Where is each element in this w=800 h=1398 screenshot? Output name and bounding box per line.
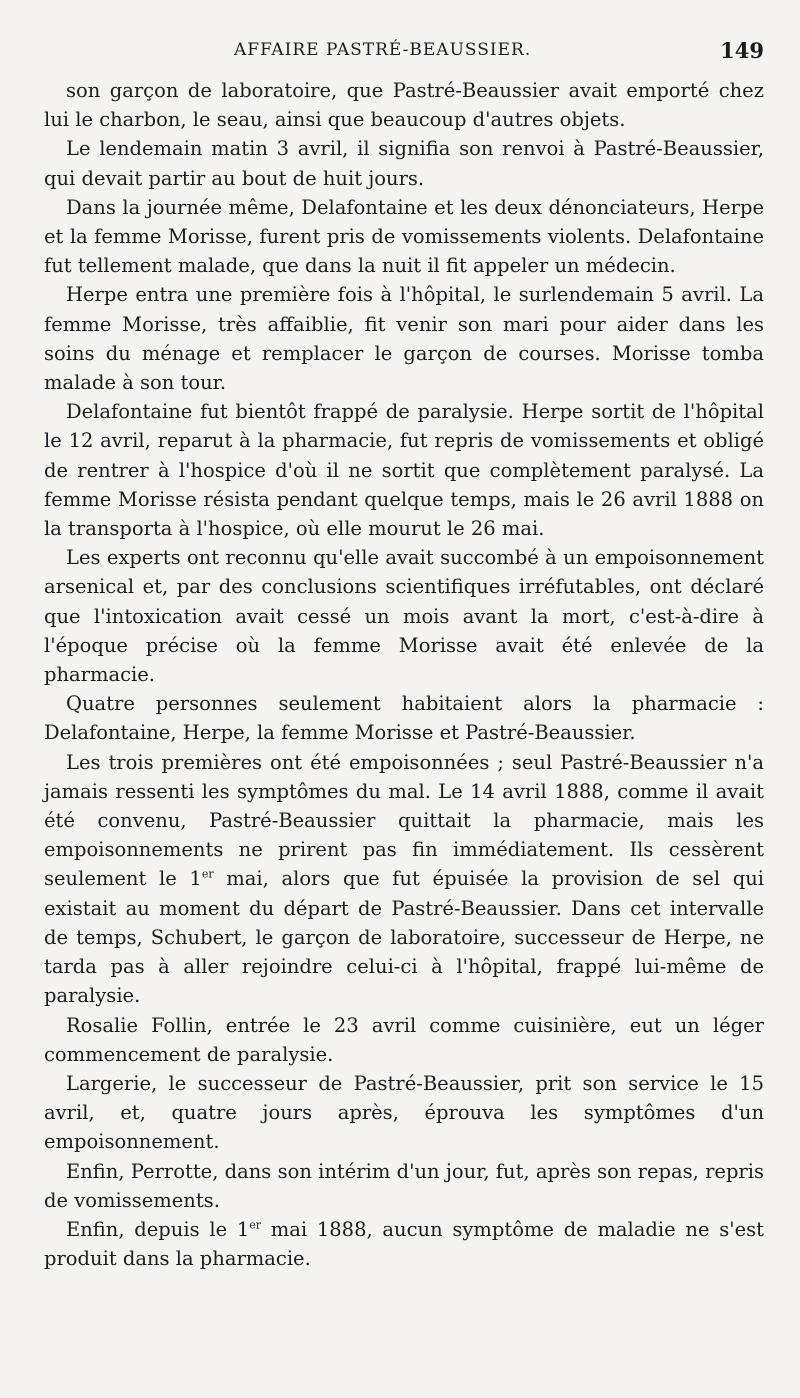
paragraph: Herpe entra une première fois à l'hôpital, le surlendemain 5 avril. La femme Morisse, très affaiblie, fit venir son mari pour aider dans les soins du ménage et remplacer le garçon de courses. Morisse tomba malade à son tour. xyxy=(44,283,764,395)
ordinal-superscript: er xyxy=(249,1218,262,1232)
paragraph: Delafontaine fut bientôt frappé de paralysie. Herpe sortit de l'hôpital le 12 avril, reparut à la pharmacie, fut repris de vomissements et obligé de rentrer à l'hospice d'où il ne sortit que complètement paralysé. La femme Morisse résista pendant quelque temps, mais le 26 avril 1888 on la transporta à l'hospice, où elle mourut le 26 mai. xyxy=(44,400,764,541)
paragraph: Le lendemain matin 3 avril, il signifia son renvoi à Pastré-Beaussier, qui devait partir au bout de huit jours. xyxy=(44,137,764,190)
paragraph: Enfin, depuis le 1er mai 1888, aucun symptôme de maladie ne s'est produit dans la pharmacie. xyxy=(44,1217,764,1271)
paragraph: Dans la journée même, Delafontaine et les deux dénonciateurs, Herpe et la femme Morisse, furent pris de vomissements violents. Delafontaine fut tellement malade, que dans la nuit il fit appeler un médecin. xyxy=(44,195,764,278)
paragraph: Largerie, le successeur de Pastré-Beaussier, prit son service le 15 avril, et, quatre jours après, éprouva les symptômes d'un empoisonnement. xyxy=(44,1071,764,1154)
paragraph: Rosalie Follin, entrée le 23 avril comme cuisinière, eut un léger commencement de paralysie. xyxy=(44,1013,764,1066)
paragraph: Quatre personnes seulement habitaient alors la pharmacie : Delafontaine, Herpe, la femme Morisse et Pastré-Beaussier. xyxy=(44,692,764,745)
ordinal-superscript: er xyxy=(201,867,214,881)
page-number: 149 xyxy=(720,38,764,63)
paragraph: Enfin, Perrotte, dans son intérim d'un jour, fut, après son repas, repris de vomissements. xyxy=(44,1159,764,1212)
running-head xyxy=(44,38,764,68)
running-title: AFFAIRE PASTRÉ-BEAUSSIER. xyxy=(234,40,532,60)
paragraph: Les experts ont reconnu qu'elle avait succombé à un empoisonnement arsenical et, par des conclusions scientifiques irréfutables, ont déclaré que l'intoxication avait cessé un mois avant la mort, c'est-à-dire à l'époque précise où la femme Morisse avait été enlevée de la pharmacie. xyxy=(44,546,764,687)
paragraph: son garçon de laboratoire, que Pastré-Beaussier avait emporté chez lui le charbon, le seau, ainsi que beaucoup d'autres objets. xyxy=(44,79,764,132)
paragraph: Les trois premières ont été empoisonnées ; seul Pastré-Beaussier n'a jamais ressenti les symptômes du mal. Le 14 avril 1888, comme il avait été convenu, Pastré-Beaussier quittait la pharmacie, mais les empoisonnements ne prirent pas fin immédiatement. Ils cessèrent seulement le 1er mai, alors que fut épuisée la provision de sel qui existait au moment du départ de Pastré-Beaussier. Dans cet intervalle de temps, Schubert, le garçon de laboratoire, successeur de Herpe, ne tarda pas à aller rejoindre celui-ci à l'hôpital, frappé lui-même de paralysie. xyxy=(44,750,765,1008)
body-text xyxy=(44,76,764,1273)
